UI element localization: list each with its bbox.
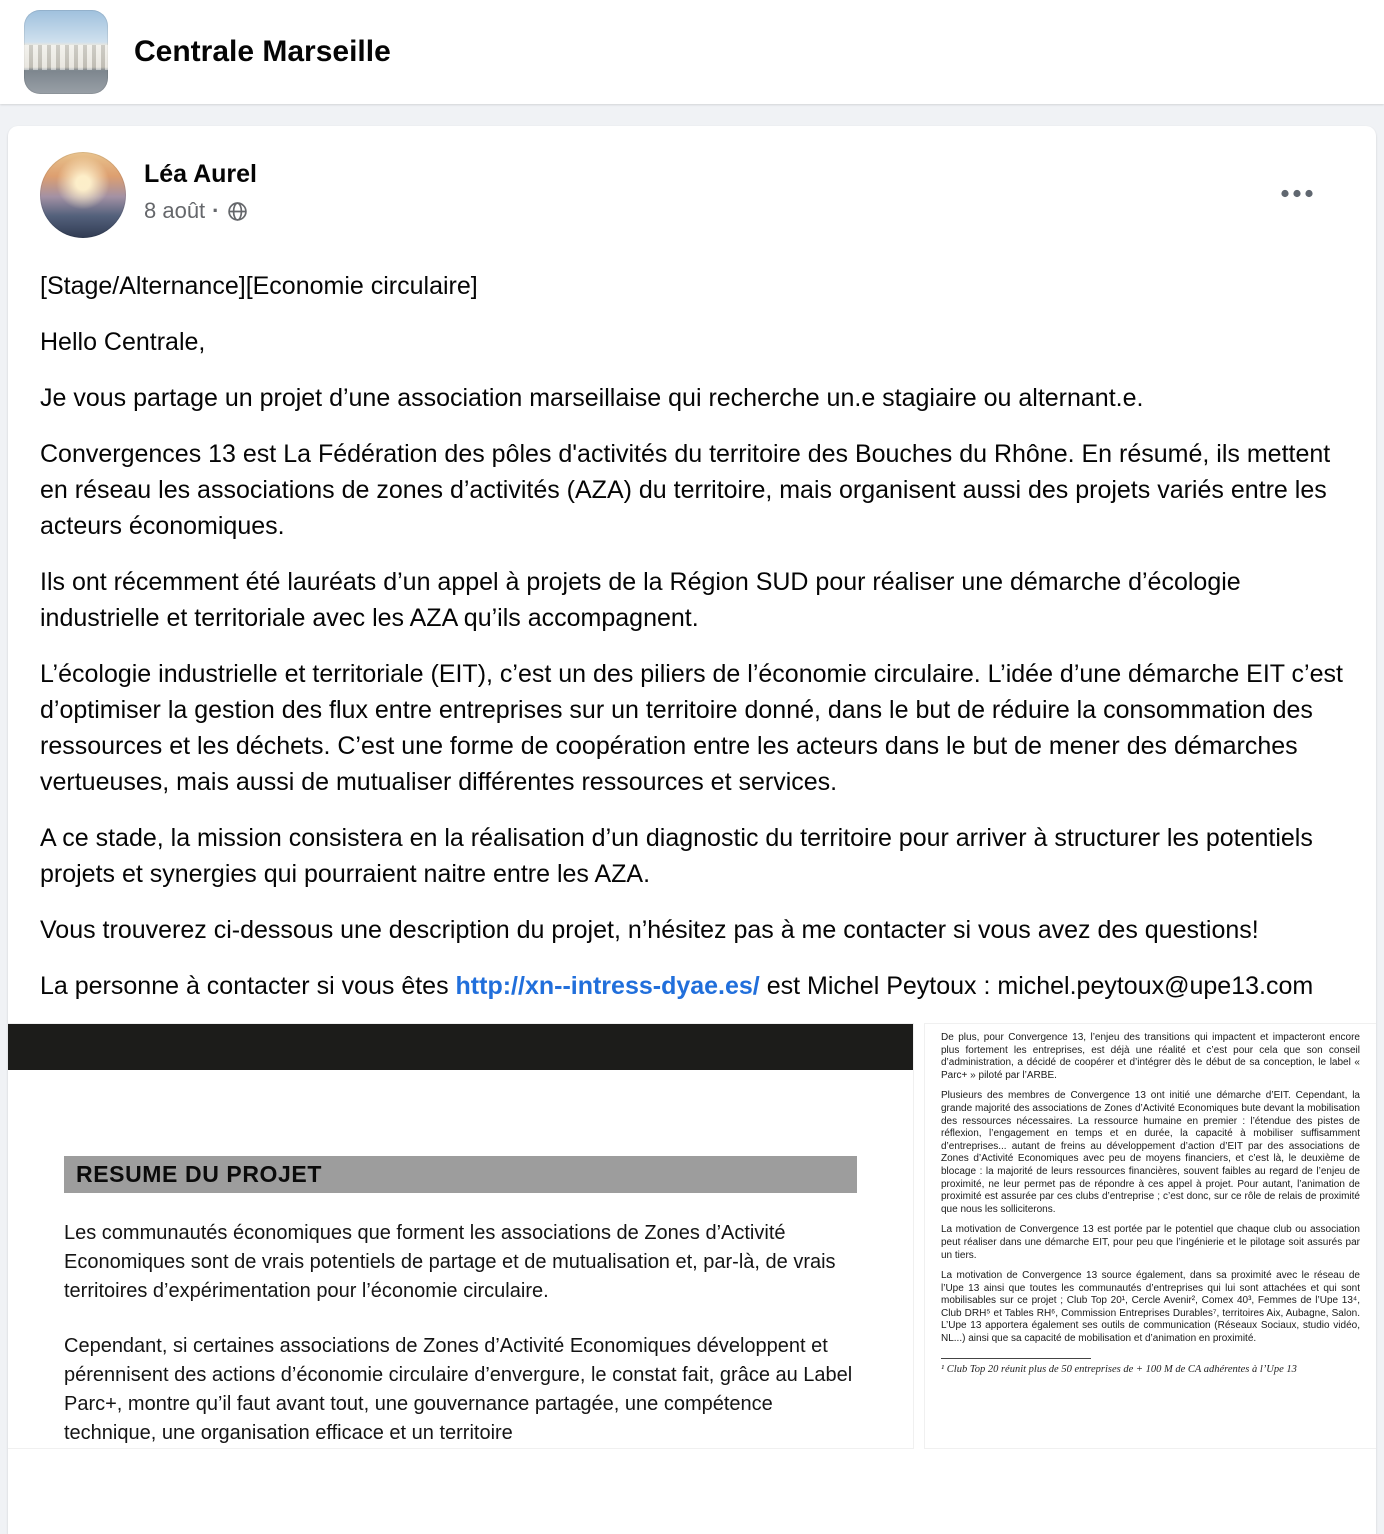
document-paragraph: Plusieurs des membres de Convergence 13 ont initié une démarche d’EIT. Cependant, la grande majorité des associations de Zones d’Activité Economiques bute devant la mobilisation des ressources nécessaires. La ressource humaine en premier : l’étendue des pistes de réflexion, l’engagement en temps et en durée, la capacité à mobiliser suffisamment d’entreprises... autant de freins au développement d’action d’EIT par des associations de Zones d’Activité Economiques avec peu de moyens financiers, et c’est là, le deuxième de blocage : la majorité de leurs ressources financières, souvent faibles au regard de l’enjeu de proximité, ne leur permet pas de répondre à ces appel à projet. Pour autant, l’animation de proximité est assurée par ces clubs d’entreprise ; c’est donc, sur ce rôle de relais de proximité que nous les solliciterons. [941,1090,1360,1215]
document-page-1[interactable] [8,1024,913,1448]
app-header [0,0,1384,104]
document-paragraph: Cependant, si certaines associations de Zones d’Activité Economiques développent et pérennisent des actions d’économie circulaire d’envergure, le constat fait, grâce au Label Parc+, montre qu’il faut avant tout, une gouvernance partagée, une compétence technique, une organisation efficace et un territoire [64,1335,853,1444]
post-paragraph: Hello Centrale, [40,328,206,356]
post-timestamp[interactable]: 8 août [144,198,206,223]
post-header [8,126,1376,238]
post-body [8,238,1376,1004]
post-paragraph: [Stage/Alternance][Economie circulaire] [40,272,478,300]
post-paragraph: Je vous partage un projet d’une association marseillaise qui recherche un.e stagiaire ou alternant.e. [40,384,1144,412]
footnote-divider [941,1358,1091,1359]
contact-suffix: est Michel Peytoux : michel.peytoux@upe13.com [759,972,1314,1000]
audience-public-icon [227,201,248,222]
contact-link[interactable]: http://xn--intress-dyae.es/ [455,972,760,1000]
timestamp-row [144,198,257,224]
document-paragraph: De plus, pour Convergence 13, l’enjeu des transitions qui impactent et impacteront encore plus fortement les entreprises, est déjà une réalité et c’est pour cela que son conseil d’administration, a décidé de coopérer et d’intégrer dès le début de sa conception, le label « Parc+ » piloté par l’ARBE. [941,1032,1360,1081]
feed [0,104,1384,1534]
post-paragraph: L’écologie industrielle et territoriale (EIT), c’est un des piliers de l’économie circulaire. L’idée d’une démarche EIT c’est d’optimiser la gestion des flux entre entreprises sur un territoire donné, dans le but de réduire la consommation des ressources et les déchets. C’est une forme de coopération entre les acteurs dans le but de mener des démarches vertueuses, mais aussi de mutualiser différentes ressources et services. [40,660,1343,796]
post-card [8,126,1376,1534]
contact-paragraph [40,968,1344,1004]
document-section-title: RESUME DU PROJET [64,1156,857,1193]
contact-prefix: La personne à contacter si vous êtes [40,972,456,1000]
document-paragraph: La motivation de Convergence 13 est portée par le potentiel que chaque club ou association peut réaliser dans une démarche EIT, pour peu que l’ingénierie et le pilotage soit assurés par un tiers. [941,1224,1360,1261]
horizontal-ellipsis-icon [1280,189,1314,198]
post-paragraph: A ce stade, la mission consistera en la réalisation d’un diagnostic du territoire pour arriver à structurer les potentiels projets et synergies qui pourraient naitre entre les AZA. [40,824,1313,888]
author-avatar[interactable] [40,152,126,238]
group-avatar[interactable] [24,10,108,94]
page-title[interactable]: Centrale Marseille [134,35,391,68]
document-header-band [8,1024,913,1070]
author-name[interactable]: Léa Aurel [144,160,258,188]
post-meta [144,152,257,238]
post-paragraph: Vous trouverez ci-dessous une description du projet, n’hésitez pas à me contacter si vous avez des questions! [40,916,1259,944]
separator-dot: · [212,198,220,223]
document-paragraph: Les communautés économiques que forment les associations de Zones d’Activité Economiques sont de vrais potentiels de partage et de mutualisation et, par-là, de vrais territoires d’expérimentation pour l’économie circulaire. [64,1222,836,1302]
document-footnote: ¹ Club Top 20 réunit plus de 50 entreprises de + 100 M de CA adhérentes à l’Upe 13 [941,1363,1297,1375]
document-paragraph: La motivation de Convergence 13 source également, dans sa proximité avec le réseau de l’Upe 13 ainsi que toutes les communautés d’entreprises qui lui sont attachées et qui sont mobilisables sur ce projet ; Club Top 20¹, Cercle Avenir², Comex 40³, Femmes de l’Upe 13⁴, Club DRH⁵ et Tables RH⁶, Commission Entreprises Durables⁷, territoires Aix, Aubagne, Salon. L’Upe 13 apportera également ses outils de communication (Réseaux Sociaux, studio vidéo, NL...) ainsi que sa capacité de mobilisation et d’animation en proximité. [941,1270,1360,1345]
more-options-button[interactable] [1270,176,1324,211]
post-paragraph: Ils ont récemment été lauréats d’un appel à projets de la Région SUD pour réaliser une démarche d’écologie industrielle et territoriale avec les AZA qu’ils accompagnent. [40,568,1241,632]
post-paragraph: Convergences 13 est La Fédération des pôles d'activités du territoire des Bouches du Rhône. En résumé, ils mettent en réseau les associations de zones d’activités (AZA) du territoire, mais organisent aussi des projets variés entre les acteurs économiques. [40,440,1331,540]
document-page-2[interactable] [925,1024,1376,1448]
attachment-documents[interactable] [8,1024,1376,1448]
